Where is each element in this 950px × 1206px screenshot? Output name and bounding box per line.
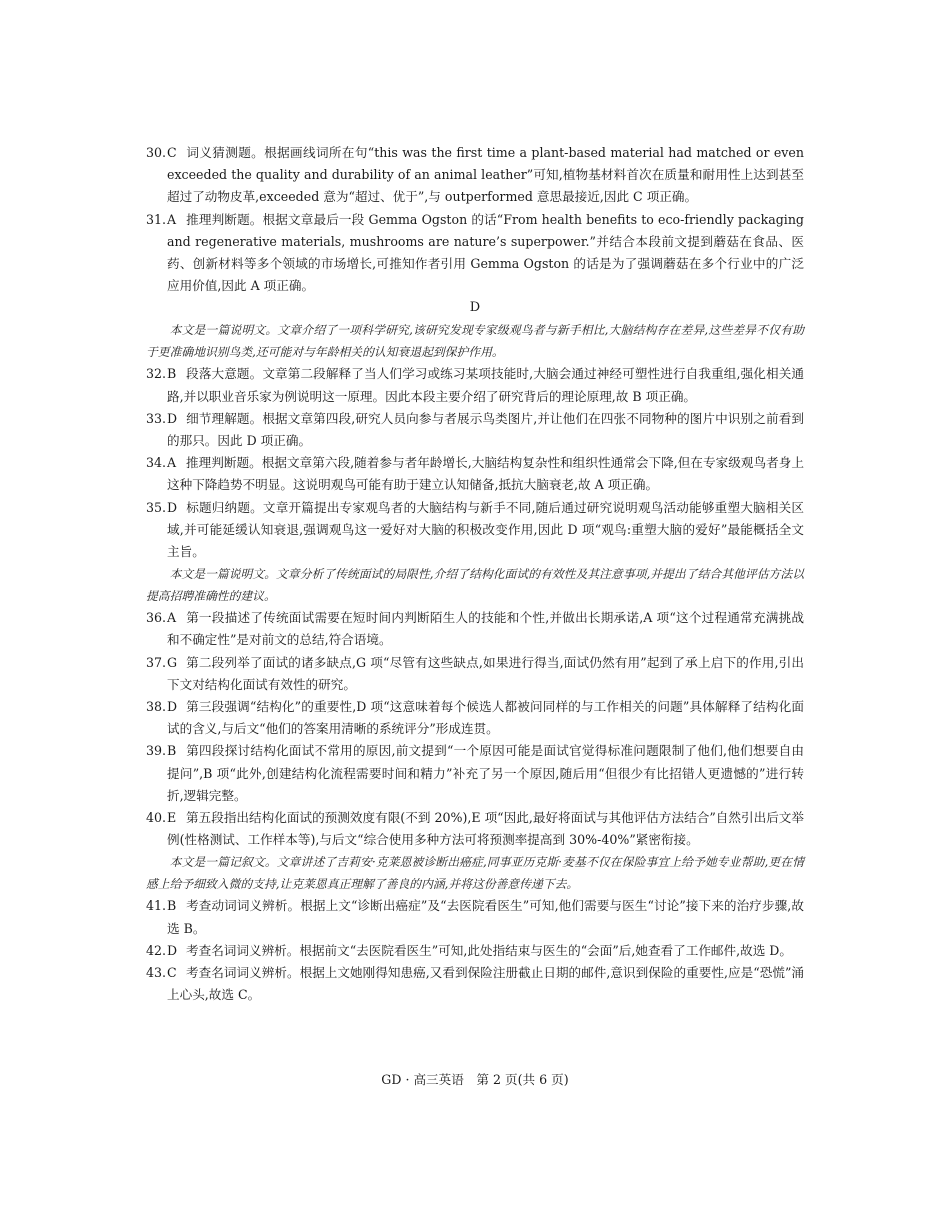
item-explanation: 词义猜测题。根据画线词所在句“this was the first time a plant-based material had matched or even exceeded the quality and durability of an animal leather”可知,植物基材料首次在质量和耐用性上达到甚至超过了动物皮革,exceeded 意为“超过、优于”,与 outperformed 意思最接近,因此 C 项正确。 — [167, 145, 804, 205]
answer-item-32 — [146, 363, 804, 407]
item-answer: B — [167, 743, 177, 759]
answer-item-37 — [146, 652, 804, 696]
item-answer: D — [167, 942, 178, 958]
answer-item-41 — [146, 895, 804, 939]
item-explanation: 第三段强调“结构化”的重要性,D 项“这意味着每个候选人都被问同样的与工作相关的问题”具体解释了结构化面试的含义,与后文“他们的答案用清晰的系统评分”形成连贯。 — [167, 699, 804, 737]
item-explanation: 段落大意题。文章第二段解释了当人们学习或练习某项技能时,大脑会通过神经可塑性进行自我重组,强化相关通路,并以职业音乐家为例说明这一原理。因此本段主要介绍了研究背后的理论原理,故 B 项正确。 — [167, 366, 804, 404]
item-answer: C — [167, 965, 177, 981]
answer-item-40 — [146, 807, 804, 851]
item-answer: A — [167, 211, 177, 227]
answer-item-36 — [146, 607, 804, 651]
item-number: 43. — [146, 965, 167, 981]
seven-choice-summary: 本文是一篇说明文。文章分析了传统面试的局限性,介绍了结构化面试的有效性及其注意事项,并提出了结合其他评估方法以提高招聘准确性的建议。 — [146, 567, 804, 604]
item-number: 42. — [146, 942, 167, 958]
item-explanation: 推理判断题。根据文章最后一段 Gemma Ogston 的话“From health benefits to eco-friendly packaging and regenerative materials, mushrooms are nature’s superpower.”并结合本段前文提到蘑菇在食品、医药、创新材料等多个领域的市场增长,可推知作者引用 Gemma Ogston 的话是为了强调蘑菇在多个行业中的广泛应用价值,因此 A 项正确。 — [167, 211, 804, 294]
item-number: 30. — [146, 145, 167, 160]
item-answer: E — [167, 810, 177, 826]
answer-item-31 — [146, 209, 804, 298]
items-group-seven-choice — [146, 607, 804, 851]
item-answer: C — [167, 145, 177, 160]
item-answer: A — [167, 455, 177, 471]
item-number: 39. — [146, 743, 167, 759]
answer-item-30 — [146, 142, 804, 209]
answer-item-42 — [146, 940, 804, 962]
item-number: 40. — [146, 810, 167, 826]
item-number: 36. — [146, 610, 167, 626]
item-answer: D — [167, 410, 178, 426]
item-explanation: 考查名词词义辨析。根据前文“去医院看医生”可知,此处指结束与医生的“会面”后,她查看了工作邮件,故选 D。 — [186, 942, 792, 958]
items-group-cloze — [146, 895, 804, 1006]
answer-item-34 — [146, 452, 804, 496]
item-explanation: 考查名词词义辨析。根据上文她刚得知患癌,又看到保险注册截止日期的邮件,意识到保险的重要性,应是“恐慌”涌上心头,故选 C。 — [167, 965, 804, 1003]
answer-item-38 — [146, 696, 804, 740]
item-answer: A — [167, 610, 177, 626]
item-number: 34. — [146, 455, 167, 471]
answer-item-35 — [146, 497, 804, 564]
item-answer: D — [167, 499, 178, 515]
items-group-d — [146, 363, 804, 563]
page-footer: GD · 高三英语 第 2 页(共 6 页) — [381, 1072, 569, 1087]
item-number: 37. — [146, 654, 167, 670]
item-explanation: 第五段指出结构化面试的预测效度有限(不到 20%),E 项“因此,最好将面试与其他评估方法结合”自然引出后文举例(性格测试、工作样本等),与后文“综合使用多种方法可将预测率提高到 30%-40%”紧密衔接。 — [167, 810, 804, 848]
items-group-top — [146, 142, 804, 297]
item-explanation: 考查动词词义辨析。根据上文“诊断出癌症”及“去医院看医生”可知,他们需要与医生“讨论”接下来的治疗步骤,故选 B。 — [167, 898, 804, 936]
item-explanation: 推理判断题。根据文章第六段,随着参与者年龄增长,大脑结构复杂性和组织性通常会下降,但在专家级观鸟者身上这种下降趋势不明显。这说明观鸟可能有助于建立认知储备,抵抗大脑衰老,故 A 项正确。 — [167, 455, 804, 493]
item-answer: G — [167, 654, 178, 670]
item-number: 32. — [146, 366, 167, 382]
item-answer: B — [167, 898, 177, 914]
item-number: 35. — [146, 499, 167, 515]
item-explanation: 标题归纳题。文章开篇提出专家观鸟者的大脑结构与新手不同,随后通过研究说明观鸟活动能够重塑大脑相关区域,并可能延缓认知衰退,强调观鸟这一爱好对大脑的积极改变作用,因此 D 项“观鸟:重塑大脑的爱好”最能概括全文主旨。 — [167, 499, 804, 560]
item-explanation: 第二段列举了面试的诸多缺点,G 项“尽管有这些缺点,如果进行得当,面试仍然有用”起到了承上启下的作用,引出下文对结构化面试有效性的研究。 — [167, 654, 804, 692]
item-number: 41. — [146, 898, 167, 914]
item-number: 33. — [146, 410, 167, 426]
answer-item-39 — [146, 740, 804, 807]
item-explanation: 第四段探讨结构化面试不常用的原因,前文提到“一个原因可能是面试官觉得标准问题限制了他们,他们想要自由提问”,B 项“此外,创建结构化流程需要时间和精力”补充了另一个原因,随后用“但很少有比招错人更遗憾的”进行转折,逻辑完整。 — [167, 743, 804, 803]
cloze-summary: 本文是一篇记叙文。文章讲述了吉莉安·克莱恩被诊断出癌症,同事亚历克斯·麦基不仅在保险事宜上给予她专业帮助,更在情感上给予细致入微的支持,让克莱恩真正理解了善良的内涵,并将这份善意传递下去。 — [146, 855, 804, 892]
answer-item-43 — [146, 962, 804, 1006]
item-answer: D — [167, 699, 178, 715]
item-number: 31. — [146, 211, 167, 227]
section-heading-d: D — [469, 300, 481, 316]
answer-item-33 — [146, 408, 804, 452]
item-explanation: 细节理解题。根据文章第四段,研究人员向参与者展示鸟类图片,并让他们在四张不同物种的图片中识别之前看到的那只。因此 D 项正确。 — [167, 410, 804, 449]
item-answer: B — [167, 366, 177, 382]
section-d-summary: 本文是一篇说明文。文章介绍了一项科学研究,该研究发现专家级观鸟者与新手相比,大脑结构存在差异,这些差异不仅有助于更准确地识别鸟类,还可能对与年龄相关的认知衰退起到保护作用。 — [146, 323, 804, 360]
answer-key-page — [146, 142, 804, 1007]
item-explanation: 第一段描述了传统面试需要在短时间内判断陌生人的技能和个性,并做出长期承诺,A 项“这个过程通常充满挑战和不确定性”是对前文的总结,符合语境。 — [167, 610, 804, 648]
item-number: 38. — [146, 699, 167, 715]
